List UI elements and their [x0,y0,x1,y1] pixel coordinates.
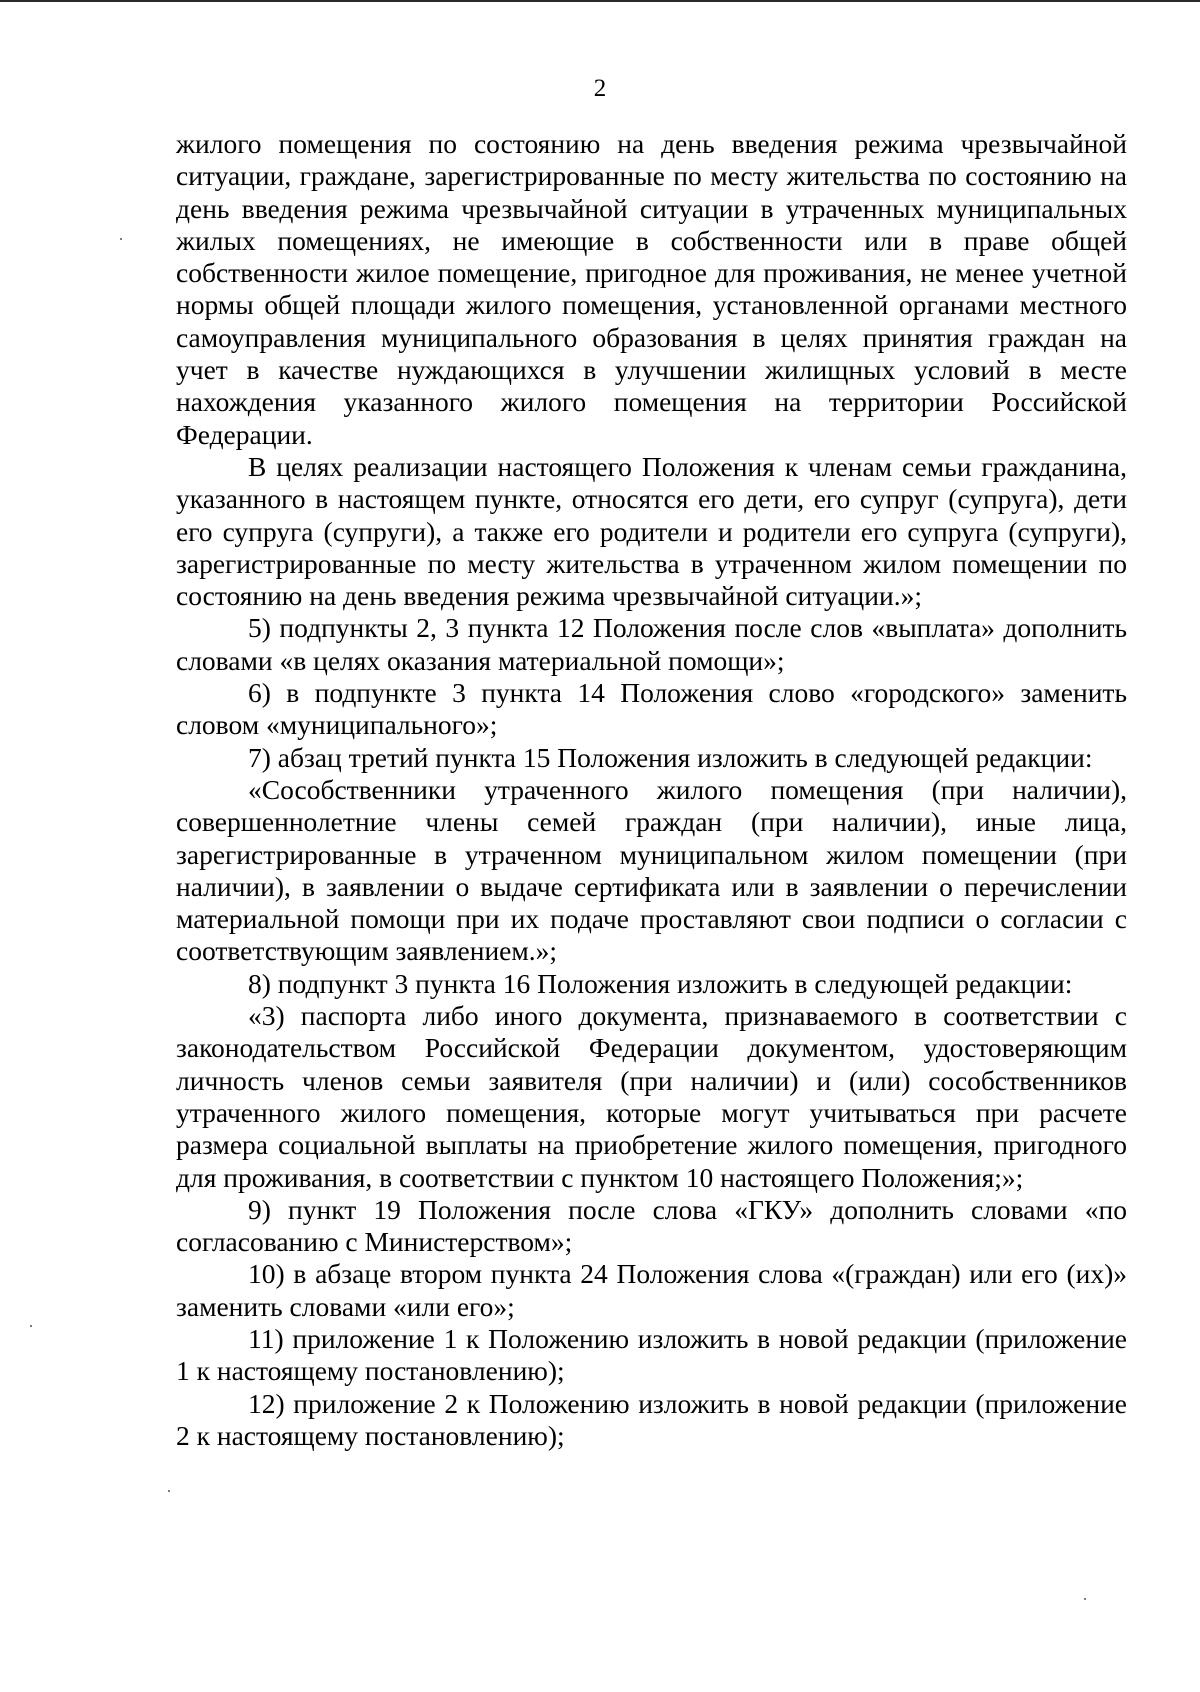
paragraph-item-7-quote: «Сособственники утраченного жилого помещения (при наличии), совершеннолетние члены семей граждан (при наличии), иные лица, зарегистрированные в утраченном муниципальном жилом помещении (при наличии), в заявлении о выдаче сертификата или в заявлении о перечислении материальной помощи при их подаче проставляют свои подписи о согласии с соответствующим заявлением.»; [176,773,1127,967]
paragraph-item-6: 6) в подпункте 3 пункта 14 Положения слово «городского» заменить словом «муниципального»; [176,677,1127,741]
scan-speck [120,238,122,240]
scan-speck [168,1490,170,1492]
scan-speck [1084,1598,1086,1600]
page-number: 2 [593,75,607,102]
scan-top-edge [0,0,1200,2]
paragraph-family-members: В целях реализации настоящего Положения к членам семьи гражданина, указанного в настоящем пункте, относятся его дети, его супруг (супруга), дети его супруга (супруги), а также его родители и родители его супруга (супруги), зарегистрированные по месту жительства в утраченном жилом помещении по состоянию на день введения режима чрезвычайной ситуации.»; [176,450,1127,612]
paragraph-item-9: 9) пункт 19 Положения после слова «ГКУ» дополнить словами «по согласованию с Министерством»; [176,1193,1127,1258]
paragraph-p1: жилого помещения по состоянию на день введения режима чрезвычайной ситуации, граждане, зарегистрированные по месту жительства по состоянию на день введения режима чрезвычайной ситуации в утраченных муниципальных жилых помещениях, не имеющие в собственности или в праве общей собственности жилое помещение, пригодное для проживания, не менее учетной нормы общей площади жилого помещения, установленной органами местного самоуправления муниципального образования в целях принятия граждан на учет в качестве нуждающихся в улучшении жилищных условий в месте нахождения указанного жилого помещения на территории Российской Федерации. [176,128,1127,450]
paragraph-item-8-quote: «3) паспорта либо иного документа, признаваемого в соответствии с законодательством Российской Федерации документом, удостоверяющим личность членов семьи заявителя (при наличии) и (или) сособственников утраченного жилого помещения, которые могут учитываться при расчете размера социальной выплаты на приобретение жилого помещения, пригодного для проживания, в соответствии с пунктом 10 настоящего Положения;»; [176,1000,1127,1193]
paragraph-item-10: 10) в абзаце втором пункта 24 Положения слова «(граждан) или его (их)» заменить словами «или его»; [176,1258,1127,1322]
paragraph-item-11: 11) приложение 1 к Положению изложить в новой редакции (приложение 1 к настоящему постановлению); [176,1322,1127,1387]
paragraph-item-8: 8) подпункт 3 пункта 16 Положения изложить в следующей редакции: [248,967,1073,999]
scan-speck [30,1325,32,1327]
paragraph-item-5: 5) подпункты 2, 3 пункта 12 Положения после слов «выплата» дополнить словами «в целях оказания материальной помощи»; [176,612,1127,676]
paragraph-item-7: 7) абзац третий пункта 15 Положения изложить в следующей редакции: [248,741,1093,773]
paragraph-item-12: 12) приложение 2 к Положению изложить в новой редакции (приложение 2 к настоящему постановлению); [176,1387,1127,1451]
document-body [176,128,1127,1452]
